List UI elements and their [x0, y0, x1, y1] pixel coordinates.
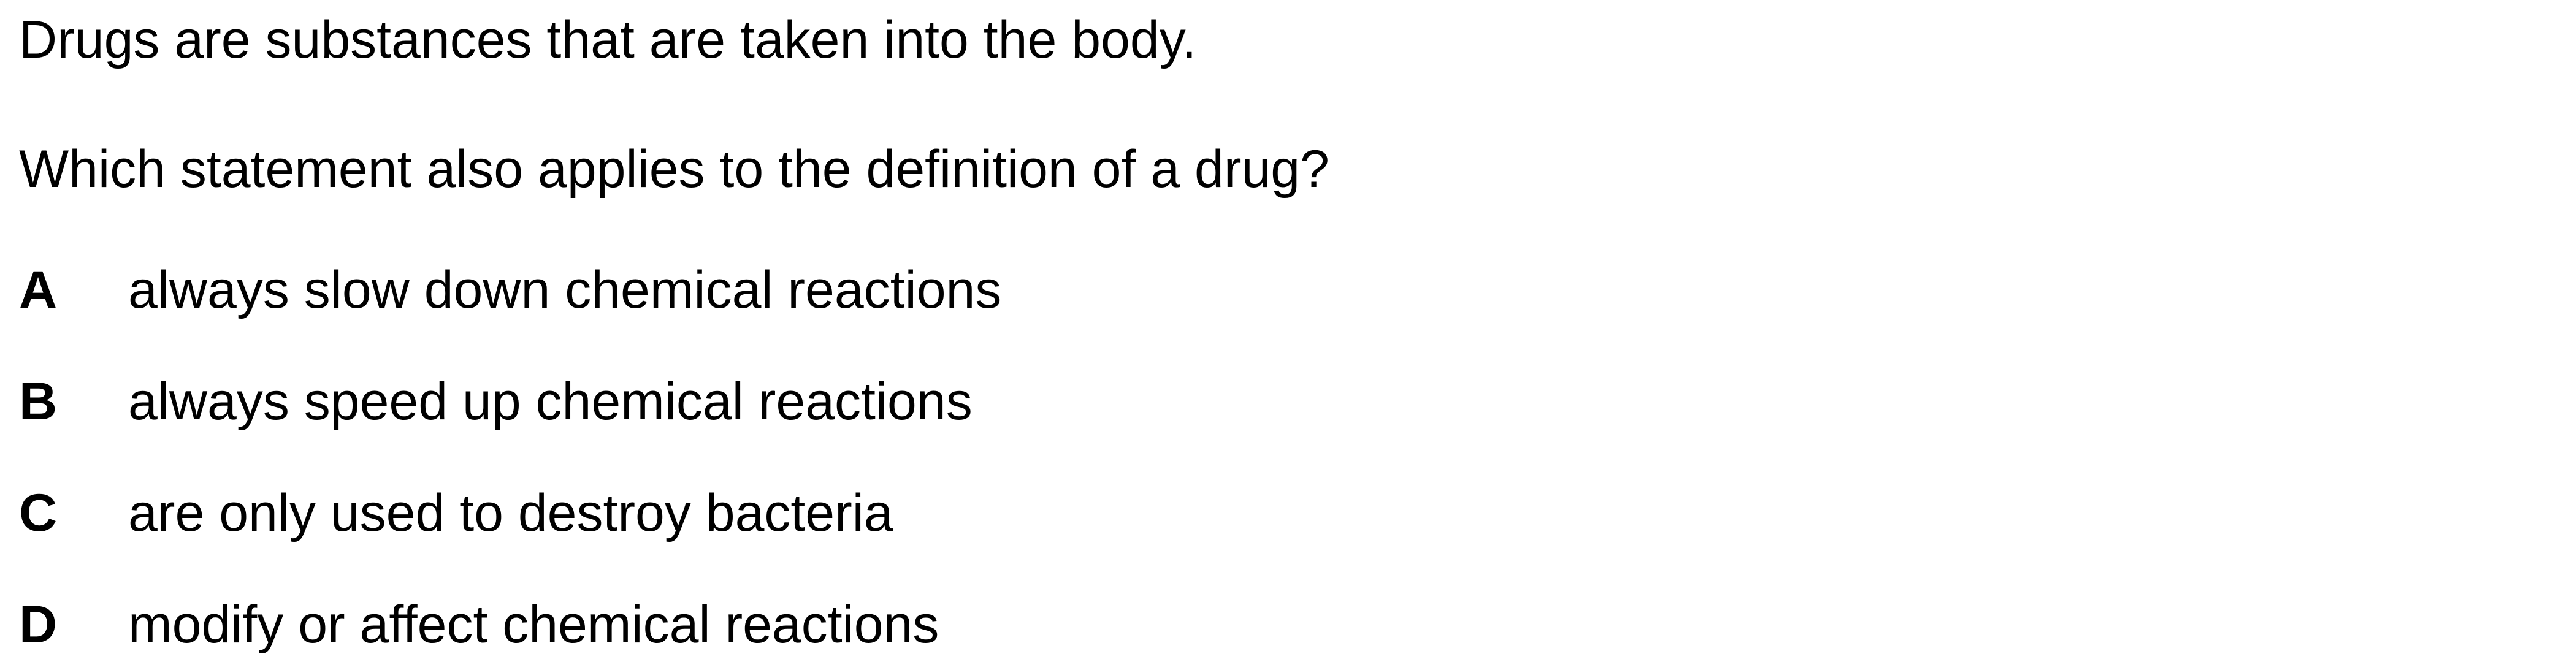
option-letter: A — [19, 261, 58, 319]
question-intro: Drugs are substances that are taken into the body. — [19, 10, 1197, 69]
option-letter: D — [19, 595, 58, 654]
question-prompt: Which statement also applies to the definition of a drug? — [19, 140, 1329, 199]
option-text: modify or affect chemical reactions — [128, 595, 939, 654]
option-text: always slow down chemical reactions — [128, 261, 1002, 319]
option-letter: C — [19, 484, 58, 542]
option-letter: B — [19, 372, 58, 431]
option-text: always speed up chemical reactions — [128, 372, 973, 431]
option-text: are only used to destroy bacteria — [128, 484, 893, 542]
